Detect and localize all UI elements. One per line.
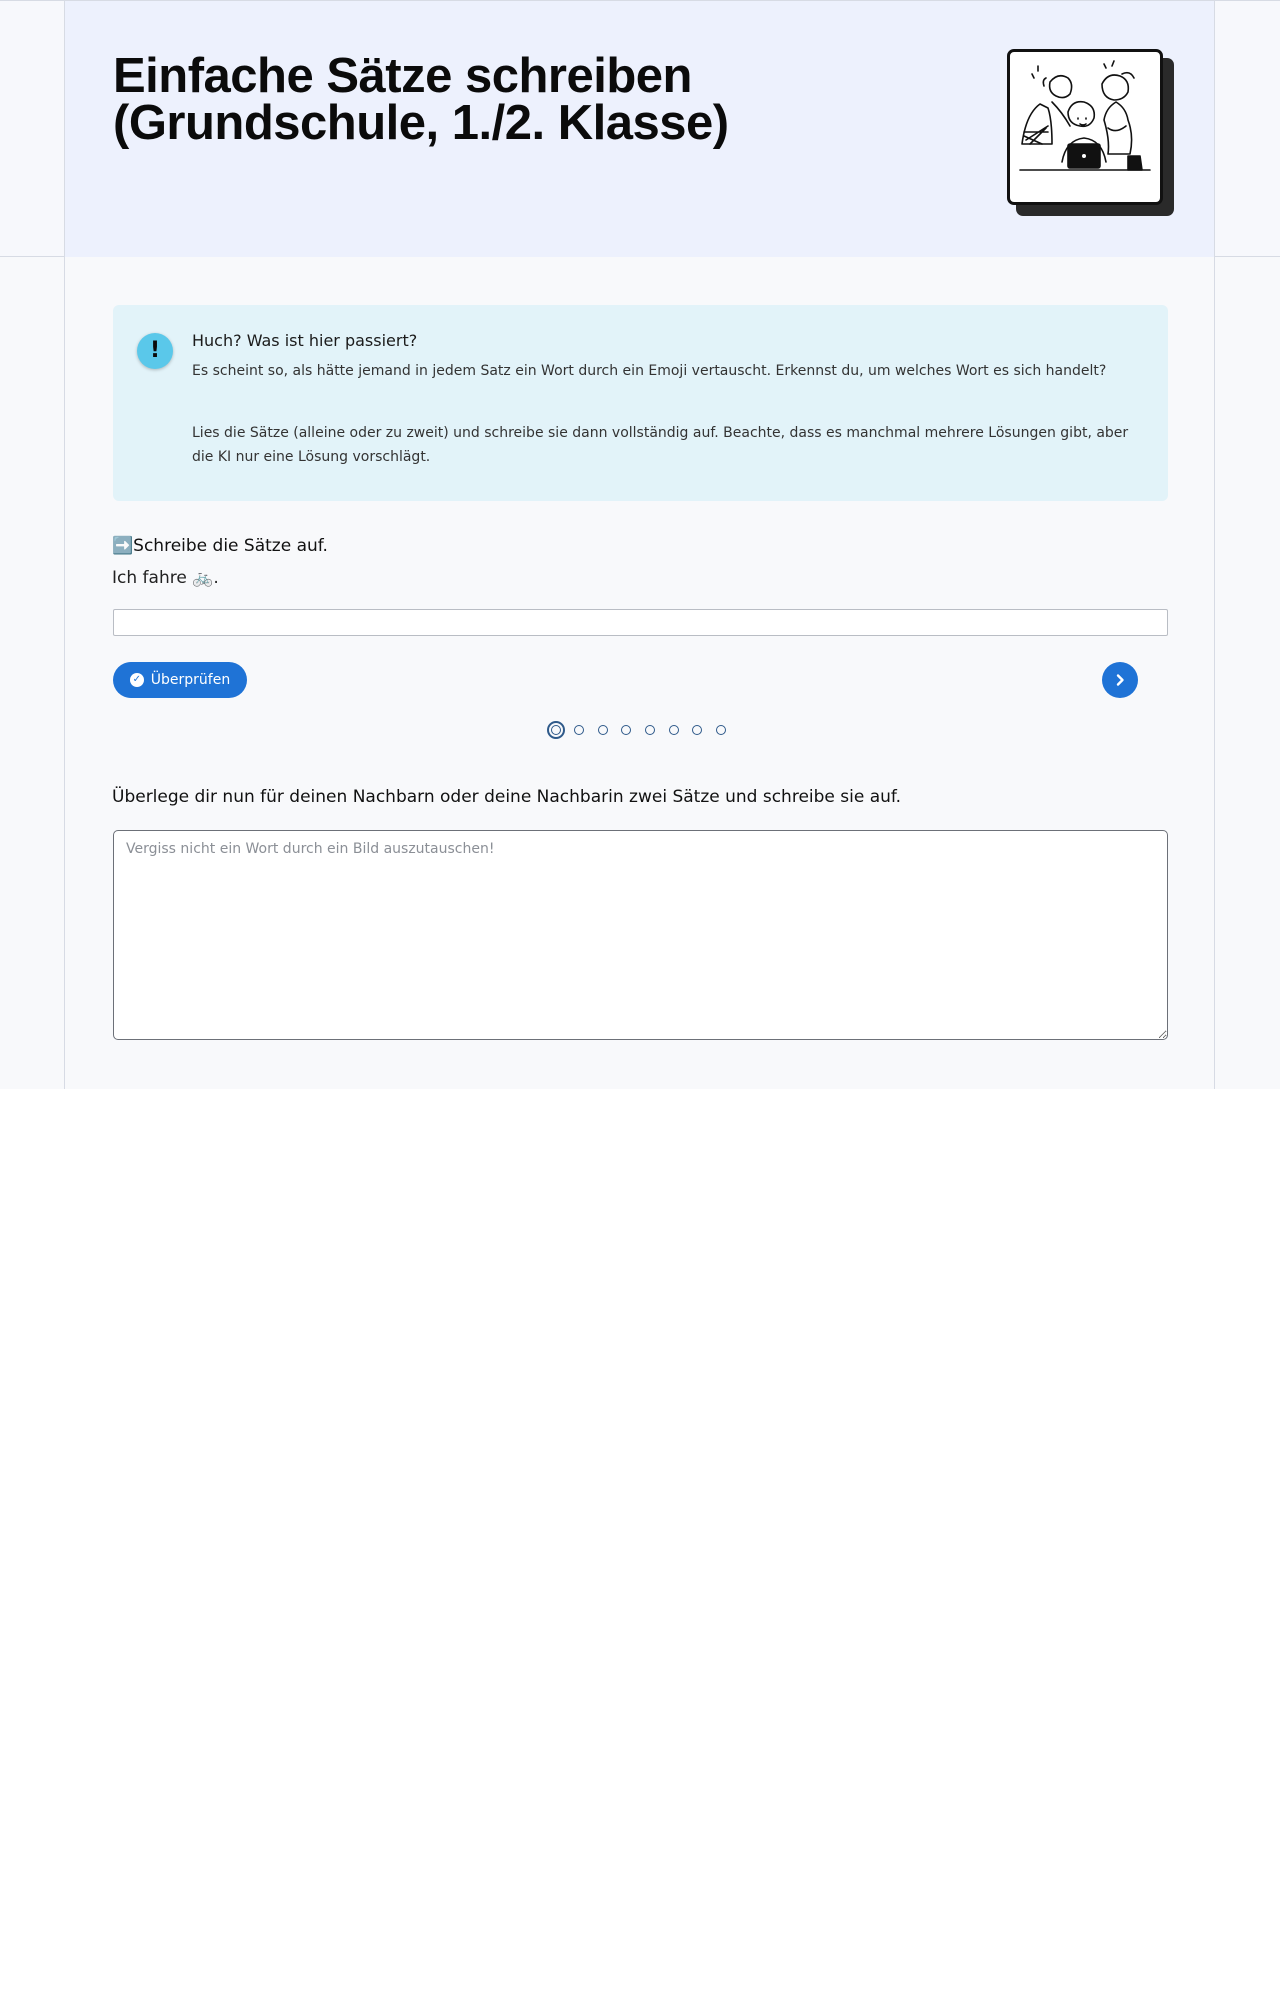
main-container [64, 257, 1215, 1089]
next-button[interactable] [1102, 662, 1138, 698]
header-band [0, 0, 1280, 257]
illustration-card [1007, 49, 1163, 205]
pagination-dot-8[interactable] [716, 725, 726, 735]
exercise-title: ➡️Schreibe die Sätze auf. [112, 536, 328, 556]
pagination-dot-4[interactable] [621, 725, 631, 735]
neighbor-sentences-textarea[interactable] [113, 830, 1168, 1040]
answer-input[interactable] [113, 609, 1168, 636]
pagination-dot-7[interactable] [692, 725, 702, 735]
page-title: Einfache Sätze schreiben (Grundschule, 1./2. Klasse) [113, 49, 729, 150]
exclamation-icon: ! [137, 333, 173, 369]
neighbor-prompt: Überlege dir nun für deinen Nachbarn oder deine Nachbarin zwei Sätze und schreibe sie auf. [112, 787, 902, 807]
people-at-laptop-illustration [1007, 49, 1167, 209]
check-circle-icon: ✓ [130, 673, 144, 687]
pagination-dots [547, 720, 740, 740]
pagination-dot-1[interactable] [547, 721, 565, 739]
header-container [64, 1, 1215, 258]
check-button-label: Überprüfen [150, 672, 231, 688]
pagination-dot-5[interactable] [645, 725, 655, 735]
pagination-dot-3[interactable] [598, 725, 608, 735]
pagination-dot-2[interactable] [574, 725, 584, 735]
info-title: Huch? Was ist hier passiert? [192, 331, 418, 350]
check-button[interactable] [113, 662, 247, 698]
info-text-1: Es scheint so, als hätte jemand in jedem Satz ein Wort durch ein Emoji vertauscht. Erkennst du, um welches Wort es sich handelt? [192, 363, 1107, 379]
exercise-sentence: Ich fahre 🚲. [112, 568, 219, 588]
main-band [0, 257, 1280, 1089]
info-text-2: Lies die Sätze (alleine oder zu zweit) und schreibe sie dann vollständig auf. Beachte, dass es manchmal mehrere Lösungen gibt, aber die KI nur eine Lösung vorschlägt. [192, 425, 1129, 465]
info-callout [113, 305, 1168, 501]
pagination-dot-6[interactable] [669, 725, 679, 735]
chevron-right-icon [1113, 673, 1127, 687]
people-illustration-icon [1010, 52, 1160, 202]
